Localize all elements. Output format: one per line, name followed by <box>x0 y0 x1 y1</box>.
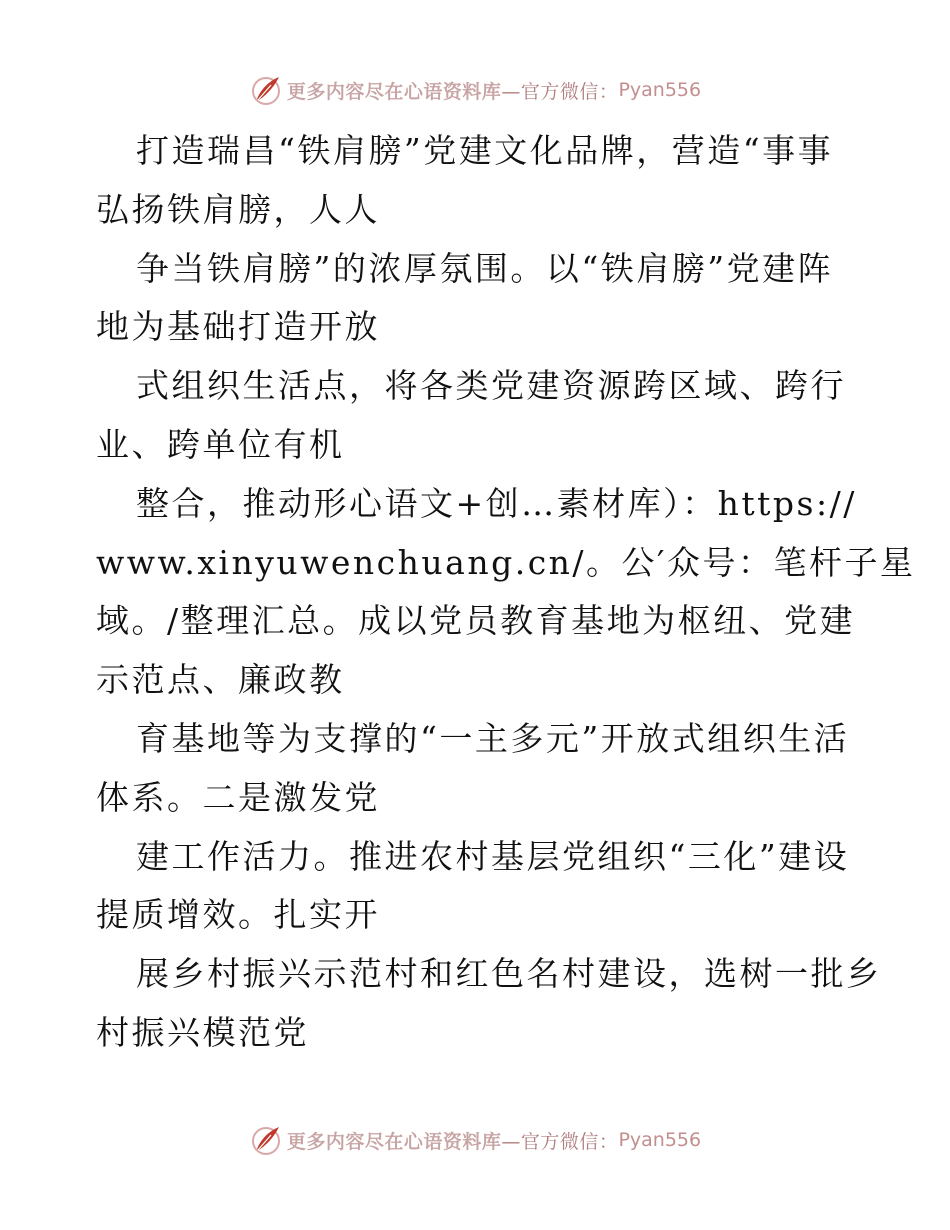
text-line: 域。/整理汇总。成以党员教育基地为枢纽、党建 <box>96 601 856 641</box>
text-line: 村振兴模范党 <box>96 1012 309 1052</box>
watermark-main-text: 更多内容尽在心语资料库 <box>286 1130 502 1153</box>
text-line: 育基地等为支撑的“一主多元”开放式组织生活 <box>136 718 850 758</box>
watermark-sub-text: —官方微信： <box>501 1130 619 1153</box>
text-line: 展乡村振兴示范村和红色名村建设，选树一批乡 <box>136 954 882 994</box>
text-line: 弘扬铁肩膀，人人 <box>96 189 380 229</box>
watermark-id-text: Pyan556 <box>618 1129 702 1151</box>
header-watermark <box>0 72 950 108</box>
watermark-main-text: 更多内容尽在心语资料库 <box>286 80 502 103</box>
text-line: 整合，推动形心语文+创…素材库）：https:// <box>136 483 857 523</box>
text-line: 地为基础打造开放 <box>96 307 380 347</box>
watermark-sub-text: —官方微信： <box>501 80 619 103</box>
text-line: 打造瑞昌“铁肩膀”党建文化品牌，营造“事事 <box>136 131 834 170</box>
text-line: 争当铁肩膀”的浓厚氛围。以“铁肩膀”党建阵 <box>136 248 834 288</box>
text-line: 示范点、廉政教 <box>96 660 345 700</box>
text-line: 体系。二是激发党 <box>96 777 380 817</box>
feather-pen-logo-icon <box>249 1123 283 1157</box>
feather-pen-logo-icon <box>249 73 283 107</box>
text-line: 业、跨单位有机 <box>96 424 345 464</box>
text-line: 建工作活力。推进农村基层党组织“三化”建设 <box>136 836 850 876</box>
footer-watermark <box>0 1122 950 1158</box>
text-line: 提质增效。扎实开 <box>96 895 380 935</box>
document-body <box>96 122 916 1063</box>
text-line: 式组织生活点，将各类党建资源跨区域、跨行 <box>136 366 846 406</box>
text-line: www.xinyuwenchuang.cn/。公′众号：笔杆子星 <box>96 542 916 582</box>
watermark-id-text: Pyan556 <box>618 79 702 101</box>
